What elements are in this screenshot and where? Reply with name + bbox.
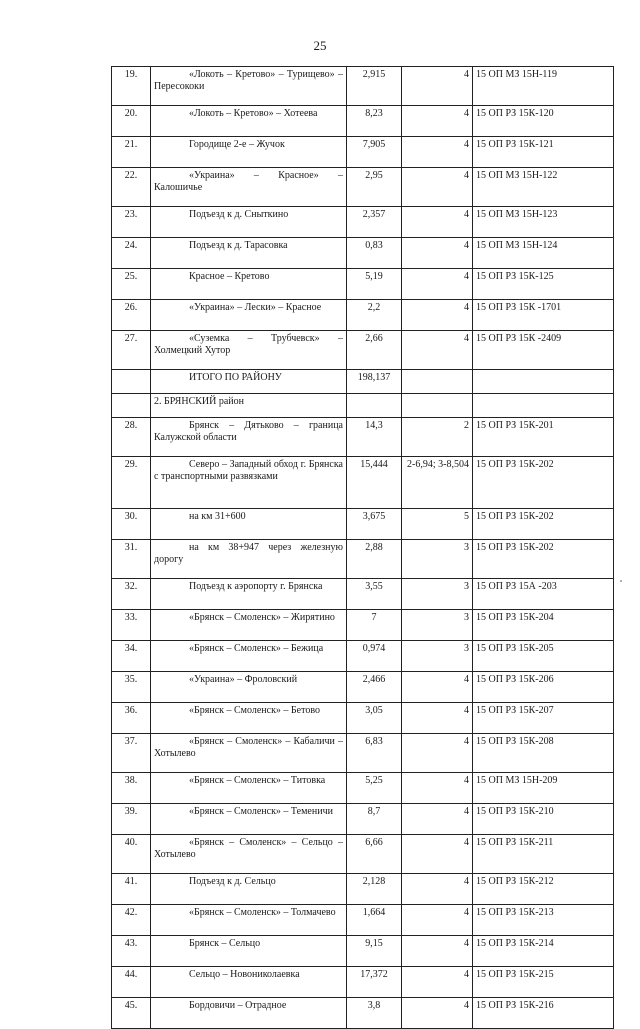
road-id-code: 15 ОП РЗ 15К-207 [473,703,614,734]
road-id-code: 15 ОП РЗ 15К-120 [473,106,614,137]
road-category: 4 [402,874,473,905]
road-name: Брянск – Дятьково – граница Калужской области [151,418,347,457]
road-id-code: 15 ОП РЗ 15К-121 [473,137,614,168]
road-name: «Брянск – Смоленск» – Бетово [151,703,347,734]
row-number: 25. [112,269,151,300]
table-row [112,734,614,773]
road-length: 8,7 [347,804,402,835]
row-number: 45. [112,998,151,1029]
road-length: 6,83 [347,734,402,773]
row-number: 29. [112,457,151,509]
road-category: 2 [402,418,473,457]
road-id-code: 15 ОП РЗ 15А -203 [473,579,614,610]
road-name: Бордовичи – Отрадное [151,998,347,1029]
row-number: 37. [112,734,151,773]
road-length: 2,915 [347,67,402,106]
road-id-code: 15 ОП МЗ 15Н-124 [473,238,614,269]
road-name: «Брянск – Смоленск» – Бежица [151,641,347,672]
road-name: «Брянск – Смоленск» – Кабаличи – Хотылево [151,734,347,773]
row-number: 31. [112,540,151,579]
road-category: 4 [402,672,473,703]
road-id-code: 15 ОП РЗ 15К-206 [473,672,614,703]
row-number: 36. [112,703,151,734]
road-name: Подъезд к д. Тарасовка [151,238,347,269]
row-number: 26. [112,300,151,331]
row-number: 34. [112,641,151,672]
row-number: 32. [112,579,151,610]
table-row [112,168,614,207]
road-id-code: 15 ОП РЗ 15К-208 [473,734,614,773]
page-number: 25 [313,38,327,53]
total-category-cell [402,370,473,394]
road-length: 2,2 [347,300,402,331]
total-row [112,370,614,394]
row-number: 24. [112,238,151,269]
district-summary [112,370,614,418]
roads-table-body-district-2 [112,418,614,1029]
road-category: 4 [402,269,473,300]
road-category: 4 [402,703,473,734]
road-id-code: 15 ОП РЗ 15К -1701 [473,300,614,331]
road-name: на км 38+947 через железную дорогу [151,540,347,579]
table-row [112,207,614,238]
table-row [112,773,614,804]
road-length: 7 [347,610,402,641]
road-name: «Украина» – Фроловский [151,672,347,703]
road-id-code: 15 ОП РЗ 15К-212 [473,874,614,905]
road-length: 3,05 [347,703,402,734]
table-row [112,457,614,509]
scan-speck [620,580,622,582]
total-label: ИТОГО ПО РАЙОНУ [151,370,347,394]
row-number: 20. [112,106,151,137]
row-number: 21. [112,137,151,168]
road-length: 5,25 [347,773,402,804]
row-number: 19. [112,67,151,106]
road-length: 1,664 [347,905,402,936]
road-length: 9,15 [347,936,402,967]
road-category: 4 [402,331,473,370]
road-name: «Брянск – Смоленск» – Сельцо – Хотылево [151,835,347,874]
road-name: Брянск – Сельцо [151,936,347,967]
road-length: 6,66 [347,835,402,874]
road-category: 4 [402,773,473,804]
table-row [112,540,614,579]
table-row [112,610,614,641]
road-id-code: 15 ОП РЗ 15К-201 [473,418,614,457]
road-id-code: 15 ОП РЗ 15К-202 [473,540,614,579]
table-row [112,238,614,269]
road-name: «Брянск – Смоленск» – Теменичи [151,804,347,835]
road-id-code: 15 ОП МЗ 15Н-119 [473,67,614,106]
table-row [112,269,614,300]
road-length: 3,55 [347,579,402,610]
road-name: Городище 2-е – Жучок [151,137,347,168]
row-number: 43. [112,936,151,967]
road-category: 3 [402,579,473,610]
section-row [112,394,614,418]
road-name: «Брянск – Смоленск» – Толмачево [151,905,347,936]
road-length: 3,8 [347,998,402,1029]
road-category: 4 [402,936,473,967]
road-id-code: 15 ОП РЗ 15К-204 [473,610,614,641]
row-number: 28. [112,418,151,457]
road-category: 4 [402,67,473,106]
row-number: 40. [112,835,151,874]
table-row [112,509,614,540]
table-row [112,300,614,331]
row-number: 42. [112,905,151,936]
road-length: 2,66 [347,331,402,370]
road-length: 8,23 [347,106,402,137]
table-row [112,936,614,967]
section-length-cell [347,394,402,418]
road-id-code: 15 ОП РЗ 15К-205 [473,641,614,672]
road-length: 14,3 [347,418,402,457]
road-length: 2,128 [347,874,402,905]
road-category: 3 [402,641,473,672]
road-length: 5,19 [347,269,402,300]
road-category: 4 [402,804,473,835]
total-length: 198,137 [347,370,402,394]
table-row [112,331,614,370]
road-id-code: 15 ОП МЗ 15Н-123 [473,207,614,238]
table-row [112,67,614,106]
road-length: 7,905 [347,137,402,168]
section-code-cell [473,394,614,418]
road-length: 2,357 [347,207,402,238]
road-name: Красное – Кретово [151,269,347,300]
road-name: «Украина» – Красное» – Калошичье [151,168,347,207]
road-category: 2-6,94; 3-8,504 [402,457,473,509]
road-name: Сельцо – Новониколаевка [151,967,347,998]
road-name: «Украина» – Лески» – Красное [151,300,347,331]
road-name: «Брянск – Смоленск» – Жирятино [151,610,347,641]
road-length: 2,95 [347,168,402,207]
road-category: 3 [402,540,473,579]
road-id-code: 15 ОП РЗ 15К-202 [473,509,614,540]
table-row [112,418,614,457]
row-number: 22. [112,168,151,207]
table-row [112,703,614,734]
table-row [112,998,614,1029]
row-number: 38. [112,773,151,804]
road-id-code: 15 ОП РЗ 15К-202 [473,457,614,509]
table-row [112,835,614,874]
road-name: Северо – Западный обход г. Брянска с транспортными развязками [151,457,347,509]
road-id-code: 15 ОП РЗ 15К-213 [473,905,614,936]
road-category: 4 [402,300,473,331]
road-name: «Брянск – Смоленск» – Титовка [151,773,347,804]
road-category: 4 [402,998,473,1029]
road-id-code: 15 ОП РЗ 15К-125 [473,269,614,300]
row-number: 27. [112,331,151,370]
road-category: 4 [402,168,473,207]
road-id-code: 15 ОП РЗ 15К-215 [473,967,614,998]
road-name: «Суземка – Трубчевск» – Холмецкий Хутор [151,331,347,370]
roads-table [111,66,614,1029]
table-row [112,641,614,672]
table-row [112,672,614,703]
road-category: 4 [402,238,473,269]
table-row [112,874,614,905]
row-number: 23. [112,207,151,238]
road-name: Подъезд к д. Сельцо [151,874,347,905]
road-length: 15,444 [347,457,402,509]
road-length: 2,88 [347,540,402,579]
table-row [112,804,614,835]
road-category: 4 [402,905,473,936]
road-id-code: 15 ОП РЗ 15К-210 [473,804,614,835]
road-category: 4 [402,835,473,874]
section-label: 2. БРЯНСКИЙ район [151,394,347,418]
row-number: 30. [112,509,151,540]
table-row [112,905,614,936]
table-row [112,106,614,137]
road-category: 4 [402,734,473,773]
road-name: Подъезд к аэропорту г. Брянска [151,579,347,610]
road-id-code: 15 ОП РЗ 15К-214 [473,936,614,967]
total-num-cell [112,370,151,394]
row-number: 44. [112,967,151,998]
road-category: 4 [402,106,473,137]
road-length: 0,974 [347,641,402,672]
road-category: 4 [402,967,473,998]
road-length: 0,83 [347,238,402,269]
road-id-code: 15 ОП РЗ 15К -2409 [473,331,614,370]
road-id-code: 15 ОП РЗ 15К-211 [473,835,614,874]
road-category: 4 [402,207,473,238]
road-name: на км 31+600 [151,509,347,540]
road-category: 3 [402,610,473,641]
road-length: 2,466 [347,672,402,703]
table-row [112,579,614,610]
road-category: 5 [402,509,473,540]
section-category-cell [402,394,473,418]
total-code-cell [473,370,614,394]
road-id-code: 15 ОП МЗ 15Н-122 [473,168,614,207]
road-name: «Локоть – Кретово» – Турищево» – Пересококи [151,67,347,106]
road-id-code: 15 ОП МЗ 15Н-209 [473,773,614,804]
row-number: 39. [112,804,151,835]
section-num-cell [112,394,151,418]
row-number: 41. [112,874,151,905]
table-row [112,137,614,168]
road-category: 4 [402,137,473,168]
row-number: 35. [112,672,151,703]
table-row [112,967,614,998]
row-number: 33. [112,610,151,641]
road-length: 17,372 [347,967,402,998]
roads-table-body-district-1 [112,67,614,370]
road-length: 3,675 [347,509,402,540]
road-name: «Локоть – Кретово» – Хотеева [151,106,347,137]
road-id-code: 15 ОП РЗ 15К-216 [473,998,614,1029]
road-name: Подъезд к д. Сныткино [151,207,347,238]
